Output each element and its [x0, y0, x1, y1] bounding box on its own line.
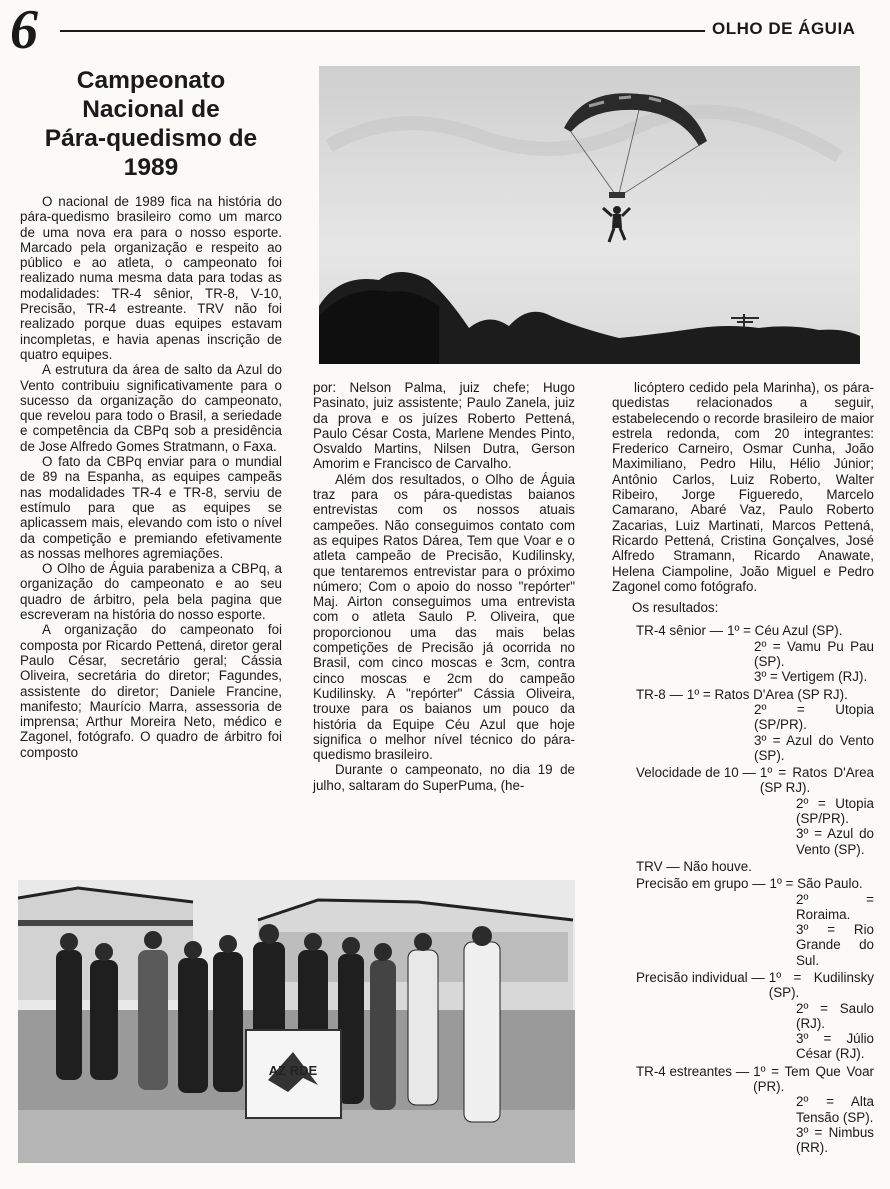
- result-group: [636, 970, 874, 1062]
- result-place: 2º = Roraima.: [796, 891, 874, 922]
- result-place: 2º = Utopia (SP/PR).: [796, 795, 874, 827]
- result-group: [636, 1064, 874, 1156]
- result-category: TR-4 sênior —: [636, 623, 724, 639]
- paragraph: A estrutura da área de salto da Azul do Vento contribuiu significativamente para o sucesso da organização do campeonato, que revelou para todo o Brasil, a seriedade e competência da CBPq sob a presidência de Jose Alfredo Gomes Stratmann, o Faxa.: [20, 362, 282, 454]
- result-group: [636, 876, 874, 968]
- group-photo: [18, 880, 575, 1163]
- headline-line: 1989: [123, 154, 179, 181]
- result-place: 3º = Rio Grande do Sul.: [796, 922, 874, 968]
- result-place: 3º = Azul do Vento (SP).: [796, 826, 874, 857]
- paragraph: Além dos resultados, o Olho de Águia traz para os pára-quedistas baianos entrevistas com os nossos atuais campeões. Não conseguimos contato com as equipes Ratos Dárea, Tem que Voar e o atleta campeão de Precisão, Kudilinsky, que tentaremos entrevistar para o próximo número; Com o apoio do nosso "repórter" Maj. Airton conseguimos uma entrevista com o atleta Saulo P. Oliveira, que proporcionou uma das mais belas competições de Precisão já ocorrida no Brasil, com cinco moscas e 3cm, contra cinco moscas e 2cm do campeão Kudilinsky. A "repórter" Cássia Oliveira, trouxe para os baianos um pouco da história da Equipe Céu Azul que hoje significa o melhor nível técnico do pára-quedismo brasileiro.: [313, 471, 575, 763]
- paragraph: por: Nelson Palma, juiz chefe; Hugo Pasinato, juiz assistente; Paulo Zanela, juiz da prova e os juízes Roberto Pettená, Paulo César Costa, Marlene Mendes Pinto, Osvaldo Martins, Nilsen Dutra, Gerson Amorim e Francisco de Carvalho.: [313, 380, 575, 472]
- results-list: [636, 623, 874, 1155]
- result-first: 1º = Céu Azul (SP).: [727, 623, 843, 639]
- headline-line: Campeonato: [76, 67, 226, 94]
- result-first: 1º = São Paulo.: [769, 876, 863, 892]
- article-headline: [14, 66, 288, 182]
- result-category: Precisão em grupo —: [636, 876, 766, 892]
- header-rule: [60, 30, 705, 32]
- result-place: 2º = Saulo (RJ).: [796, 1000, 874, 1031]
- result-category: Velocidade de 10 —: [636, 765, 756, 781]
- result-category: TR-4 estreantes —: [636, 1063, 750, 1079]
- result-group: [636, 623, 874, 684]
- result-group: [636, 859, 874, 874]
- result-place: 2º = Utopia (SP/PR).: [754, 701, 874, 733]
- paragraph: O Olho de Águia parabeniza a CBPq, a organização do campeonato e ao seu quadro de árbitro, pela bela pagina que escreveram na história do nosso esporte.: [20, 561, 282, 623]
- paragraph: A organização do campeonato foi composta por Ricardo Pettená, diretor geral Paulo César, secretário geral; Cássia Oliveira, secretária do diretor; Fagundes, assistente do diretor; Daniele Francine, manifesto; Maurício Marra, assessoria de imprensa; Arthur Moreira Neto, médico e Zagonel, fotógrafo. O quadro de árbitro foi composto: [20, 622, 282, 760]
- result-place: 3º = Vertigem (RJ).: [754, 669, 868, 685]
- paragraph: O fato da CBPq enviar para o mundial de 89 na Espanha, as equipes campeãs nas modalidades TR-4 e TR-8, serviu de estímulo para que as equipes se aplicassem mais, elevando com isto o nível da competição e premiando efetivamente as nossas melhores agremiações.: [20, 454, 282, 561]
- result-category: TRV — Não houve.: [636, 858, 752, 874]
- article-column-1: [20, 194, 282, 760]
- result-category: Precisão individual —: [636, 969, 765, 985]
- paragraph: licóptero cedido pela Marinha), os pára-quedistas relacionados a seguir, estabelecendo o recorde brasileiro de maior estrela redonda, com 20 integrantes: Frederico Carneiro, Osmar Cunha, João Maximiliano, Pedro Hilu, Hélio Júnior; Antônio Carlos, Luiz Roberto, Walter Ribeiro, Jorge Figueredo, Marcelo Camarano, Abaré Vaz, Paulo Roberto Zacarias, Luiz Martinati, Marcos Pettená, Ricardo Pettená, Cristina Gonçalves, José Alfredo Stramann, Ricardo Anawate, Helena Ciampoline, João Miguel e Pedro Zagonel como fotógrafo.: [612, 380, 874, 594]
- paragraph: Durante o campeonato, no dia 19 de julho, saltaram do SuperPuma, (he-: [313, 762, 575, 793]
- result-group: [636, 765, 874, 857]
- page-number: 6: [10, 0, 38, 61]
- publication-name: OLHO DE ÁGUIA: [712, 19, 856, 38]
- paragraph: O nacional de 1989 fica na história do pára-quedismo brasileiro como um marco de uma nova era para o nosso esporte. Marcado pela organização e respeito ao público e ao atleta, o campeonato foi realizado numa mesma data para todas as modalidades: TR-4 sênior, TR-8, V-10, Precisão, TR-4 estreante. TRV não foi realizado porque duas equipes estavam incompletas, e havia apenas inscrição de quatro equipes.: [20, 194, 282, 362]
- banner-text: AZ RDE: [268, 1063, 318, 1078]
- result-place: 2º = Alta Tensão (SP).: [796, 1094, 874, 1125]
- result-first: 1º = Ratos D'Area (SP RJ).: [686, 686, 848, 702]
- result-place: 3º = Nimbus (RR).: [796, 1124, 874, 1156]
- result-first: 1º = Ratos D'Area (SP RJ).: [759, 765, 874, 796]
- article-column-2: [313, 380, 575, 793]
- result-first: 1º = Tem Que Voar (PR).: [753, 1063, 874, 1095]
- result-place: 2º = Vamu Pu Pau (SP).: [754, 638, 874, 670]
- results-heading: Os resultados:: [632, 600, 719, 616]
- result-group: [636, 687, 874, 763]
- result-first: 1º = Kudilinsky (SP).: [768, 969, 874, 1001]
- result-category: TR-8 —: [636, 686, 683, 702]
- headline-line: Nacional de: [82, 96, 220, 123]
- parachute-photo: [319, 66, 860, 364]
- result-place: 3º = Azul do Vento (SP).: [754, 732, 874, 763]
- article-column-3: [612, 380, 874, 1158]
- headline-line: Pára-quedismo de: [44, 125, 258, 152]
- result-place: 3º = Júlio César (RJ).: [796, 1031, 874, 1062]
